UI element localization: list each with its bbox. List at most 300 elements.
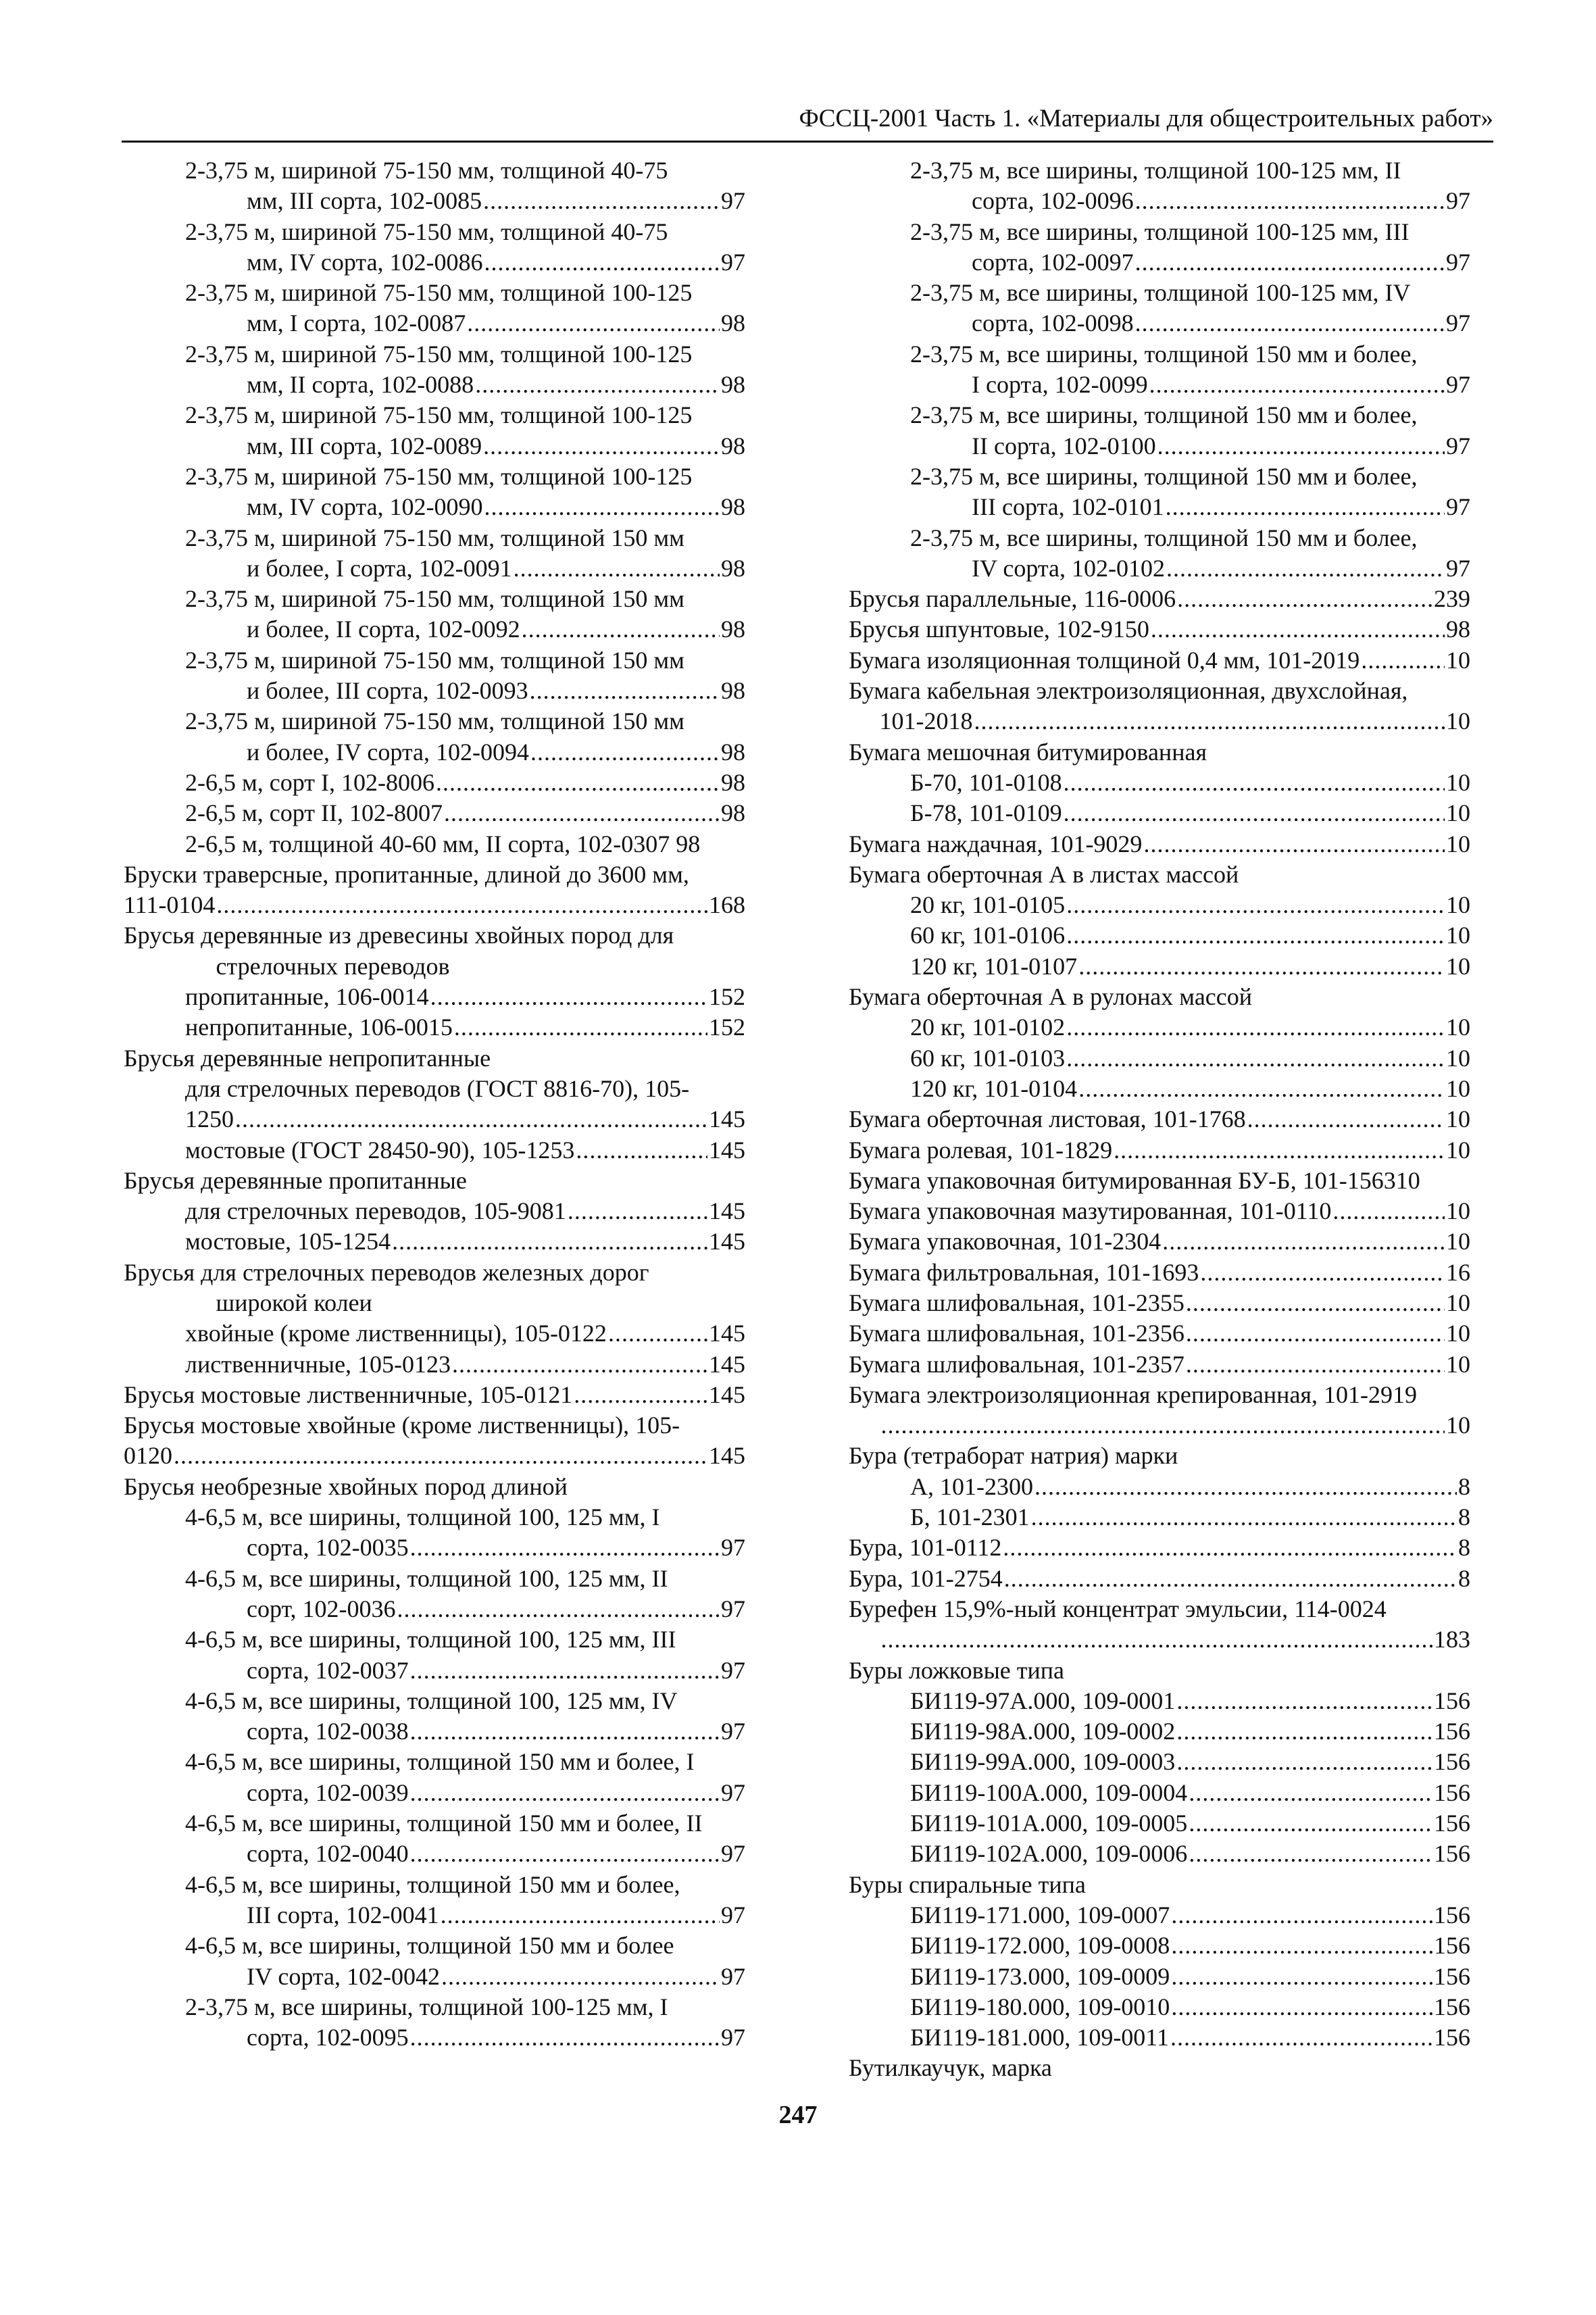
dot-leader — [1170, 2022, 1432, 2053]
index-entry — [124, 1931, 745, 1992]
dot-leader — [1177, 584, 1432, 614]
page-ref: 98 — [721, 616, 745, 643]
entry-text: 1250 — [185, 1105, 234, 1133]
dot-leader — [881, 1410, 1445, 1441]
page-number: 247 — [778, 2101, 818, 2129]
index-entry — [849, 1472, 1470, 1502]
page-ref: 98 — [721, 799, 745, 827]
index-entry — [124, 1226, 745, 1257]
entry-text: 2-3,75 м, шириной 75-150 мм, толщиной 150 мм — [185, 707, 684, 735]
entry-text: Бумага оберточная А в листах массой — [849, 860, 1239, 888]
index-entry — [849, 798, 1470, 828]
index-entry — [124, 768, 745, 798]
entry-text: Брусья параллельные, 116-0006 — [849, 585, 1176, 613]
entry-text: Бумага фильтровальная, 101-1693 — [849, 1258, 1199, 1286]
index-entry — [124, 217, 745, 278]
page-ref: 97 — [1446, 371, 1470, 399]
entry-text: сорта, 102-0097 — [972, 248, 1134, 276]
index-entry — [849, 737, 1470, 768]
page-ref: 98 — [721, 554, 745, 582]
page-ref: 152 — [709, 1014, 745, 1041]
page-ref: 10 — [1446, 891, 1470, 919]
index-entry — [124, 920, 745, 982]
entry-text: Бура, 101-2754 — [849, 1564, 1003, 1592]
dot-leader — [410, 1839, 720, 1869]
entry-text: 2-3,75 м, шириной 75-150 мм, толщиной 100-125 — [185, 279, 693, 307]
entry-text: БИ119-171.000, 109-0007 — [910, 1901, 1170, 1928]
entry-text: 2-3,75 м, все ширины, толщиной 100-125 мм, I — [185, 1993, 668, 2020]
entry-text: сорта, 102-0098 — [972, 309, 1134, 337]
entry-text: 4-6,5 м, все ширины, толщиной 150 мм и более — [185, 1932, 674, 1960]
entry-text: 20 кг, 101-0102 — [910, 1014, 1066, 1041]
dot-leader — [1078, 1074, 1445, 1104]
index-entry — [849, 1135, 1470, 1166]
entry-text: мостовые, 105-1254 — [185, 1228, 391, 1255]
page-ref: 156 — [1434, 1748, 1470, 1776]
dot-leader — [1066, 890, 1445, 920]
dot-leader — [1034, 1472, 1457, 1502]
dot-leader — [410, 1656, 720, 1686]
page-ref: 145 — [709, 1320, 745, 1347]
dot-leader — [1135, 186, 1445, 216]
entry-text: 0120 — [124, 1442, 172, 1470]
index-entry — [849, 768, 1470, 798]
dot-leader — [392, 1226, 707, 1257]
index-entry — [124, 584, 745, 645]
index-entry — [124, 1472, 745, 1502]
entry-text: Брусья необрезные хвойных пород длиной — [124, 1472, 568, 1500]
index-entry — [849, 1686, 1470, 1716]
dot-leader — [410, 1778, 720, 1808]
index-entry — [124, 1380, 745, 1410]
entry-text: мм, II сорта, 102-0088 — [247, 371, 474, 399]
page-ref: 10 — [1446, 922, 1470, 949]
entry-text: 120 кг, 101-0104 — [910, 1074, 1078, 1102]
entry-text: Брусья мостовые лиственничные, 105-0121 — [124, 1380, 573, 1408]
index-entry — [124, 1196, 745, 1226]
index-entry — [849, 1992, 1470, 2022]
entry-text: мостовые (ГОСТ 28450-90), 105-1253 — [185, 1136, 575, 1164]
index-entry — [849, 890, 1470, 920]
index-entry — [124, 1502, 745, 1564]
index-entry — [849, 1808, 1470, 1839]
dot-leader — [1162, 1226, 1445, 1257]
dot-leader — [441, 1962, 720, 1992]
entry-text: мм, III сорта, 102-0085 — [247, 187, 482, 215]
entry-text: мм, IV сорта, 102-0090 — [247, 493, 483, 521]
dot-leader — [235, 1104, 707, 1135]
index-entry — [849, 1962, 1470, 1992]
index-entry — [849, 1104, 1470, 1135]
index-entry — [849, 217, 1470, 278]
dot-leader — [1166, 492, 1445, 522]
entry-text: Бумага оберточная листовая, 101-1768 — [849, 1105, 1246, 1133]
entry-text: IV сорта, 102-0102 — [972, 554, 1165, 582]
index-entry — [849, 2022, 1470, 2053]
page-ref: 8 — [1458, 1503, 1470, 1531]
entry-text: и более, I сорта, 102-0091 — [247, 554, 512, 582]
entry-text: БИ119-97А.000, 109-0001 — [910, 1687, 1176, 1714]
page-ref: 152 — [709, 983, 745, 1011]
entry-text: 2-6,5 м, сорт II, 102-8007 — [185, 799, 443, 827]
entry-text: 2-3,75 м, шириной 75-150 мм, толщиной 100-125 — [185, 462, 693, 490]
entry-text: 2-3,75 м, шириной 75-150 мм, толщиной 150 мм — [185, 524, 684, 551]
page-ref: 97 — [1446, 187, 1470, 215]
page-ref: 97 — [721, 1595, 745, 1622]
entry-text: III сорта, 102-0101 — [972, 493, 1164, 521]
page-ref: 8 — [1458, 1564, 1470, 1592]
page-ref: 98 — [721, 768, 745, 796]
page-ref: 97 — [1446, 493, 1470, 521]
dot-leader — [483, 186, 720, 216]
entry-text: лиственничные, 105-0123 — [185, 1350, 451, 1378]
page-ref: 98 — [1446, 616, 1470, 643]
dot-leader — [1066, 920, 1445, 951]
page-ref: 8 — [1458, 1472, 1470, 1500]
index-entry — [849, 584, 1470, 614]
index-entry — [849, 1012, 1470, 1043]
dot-leader — [522, 614, 720, 645]
dot-leader — [436, 768, 720, 798]
index-entry — [849, 1043, 1470, 1074]
entry-text: Брусья деревянные пропитанные — [124, 1166, 467, 1194]
index-entry — [124, 1624, 745, 1686]
dot-leader — [475, 370, 720, 400]
dot-leader — [410, 1533, 720, 1563]
dot-leader — [1186, 1318, 1445, 1349]
page-ref: 10 — [1446, 799, 1470, 827]
dot-leader — [1171, 1900, 1432, 1931]
index-entry — [849, 1656, 1470, 1686]
index-entry — [124, 706, 745, 768]
page-ref: 145 — [709, 1350, 745, 1378]
entry-text: Бумага наждачная, 101-9029 — [849, 830, 1143, 857]
entry-text: сорта, 102-0037 — [247, 1656, 409, 1684]
page-ref: 156 — [1434, 1778, 1470, 1806]
dot-leader — [1332, 1196, 1445, 1226]
entry-text: 2-3,75 м, все ширины, толщиной 150 мм и более, — [910, 401, 1418, 429]
index-entry — [849, 1166, 1470, 1196]
dot-leader — [576, 1135, 707, 1166]
page-ref: 10 — [1446, 1412, 1470, 1439]
entry-text: Бумага ролевая, 101-1829 — [849, 1136, 1113, 1164]
entry-text: Б-78, 101-0109 — [910, 799, 1062, 827]
page-ref: 97 — [721, 1962, 745, 1990]
dot-leader — [974, 706, 1445, 737]
entry-text: 2-6,5 м, толщиной 40-60 мм, II сорта, 102-0307 98 — [185, 830, 701, 857]
entry-text: Брусья деревянные из древесины хвойных пород для — [124, 922, 674, 949]
entry-text: 2-3,75 м, шириной 75-150 мм, толщиной 40-75 — [185, 218, 668, 245]
index-entry — [124, 1166, 745, 1196]
entry-text: А, 101-2300 — [910, 1472, 1033, 1500]
entry-text: Брусья шпунтовые, 102-9150 — [849, 616, 1149, 643]
entry-text: БИ119-180.000, 109-0010 — [910, 1993, 1170, 2020]
entry-text: сорта, 102-0096 — [972, 187, 1134, 215]
page-ref: 156 — [1434, 1901, 1470, 1928]
index-entry — [849, 339, 1470, 401]
dot-leader — [881, 1624, 1433, 1655]
page-ref: 156 — [1434, 1718, 1470, 1745]
page-ref: 97 — [721, 1840, 745, 1868]
entry-text: 4-6,5 м, все ширины, толщиной 100, 125 мм, II — [185, 1564, 668, 1592]
index-entry — [124, 982, 745, 1012]
dot-leader — [1135, 308, 1445, 339]
page-ref: 97 — [721, 187, 745, 215]
entry-text: Бура (тетраборат натрия) марки — [849, 1442, 1178, 1470]
dot-leader — [1171, 1962, 1432, 1992]
page-ref: 10 — [1446, 768, 1470, 796]
page-ref: 97 — [721, 2024, 745, 2051]
dot-leader — [483, 431, 720, 462]
index-entry — [849, 1258, 1470, 1288]
page-ref: 97 — [721, 1534, 745, 1562]
index-entry — [849, 1318, 1470, 1349]
page-ref: 156 — [1434, 2024, 1470, 2051]
entry-text: 2-3,75 м, шириной 75-150 мм, толщиной 150 мм — [185, 585, 684, 613]
entry-text: III сорта, 102-0041 — [247, 1901, 439, 1928]
entry-text: БИ119-101А.000, 109-0005 — [910, 1810, 1188, 1837]
page-ref: 145 — [709, 1197, 745, 1225]
page-ref: 10 — [1446, 1197, 1470, 1225]
index-entry — [124, 1135, 745, 1166]
index-entry — [124, 1349, 745, 1380]
entry-text: Бумага упаковочная мазутированная, 101-0110 — [849, 1197, 1332, 1225]
dot-leader — [441, 1900, 720, 1931]
entry-text: для стрелочных переводов (ГОСТ 8816-70), 105- — [185, 1074, 690, 1102]
entry-text: 2-3,75 м, все ширины, толщиной 100-125 мм, III — [910, 218, 1410, 245]
entry-text: и более, III сорта, 102-0093 — [247, 677, 528, 705]
dot-leader — [452, 1349, 707, 1380]
entry-text: и более, II сорта, 102-0092 — [247, 616, 520, 643]
page-ref: 156 — [1434, 1840, 1470, 1868]
index-entry — [849, 1839, 1470, 1869]
entry-text: 2-3,75 м, шириной 75-150 мм, толщиной 40-75 — [185, 157, 668, 184]
index-entry — [849, 1533, 1470, 1563]
entry-text: Б, 101-2301 — [910, 1503, 1030, 1531]
entry-text: мм, III сорта, 102-0089 — [247, 432, 482, 459]
page-ref: 97 — [721, 1656, 745, 1684]
entry-text: Бумага изоляционная толщиной 0,4 мм, 101-2019 — [849, 646, 1360, 674]
index-column-right — [849, 155, 1470, 2084]
index-entry — [849, 860, 1470, 890]
dot-leader — [1151, 614, 1445, 645]
dot-leader — [1186, 1288, 1445, 1318]
index-entry — [849, 1870, 1470, 1900]
dot-leader — [1171, 1992, 1432, 2022]
entry-text: Бумага шлифовальная, 101-2357 — [849, 1350, 1184, 1378]
index-entry — [849, 1502, 1470, 1533]
entry-text: 2-3,75 м, все ширины, толщиной 100-125 мм, II — [910, 157, 1401, 184]
entry-text: Бумага оберточная А в рулонах массой — [849, 983, 1253, 1011]
index-entry — [849, 1900, 1470, 1931]
page-ref: 98 — [721, 309, 745, 337]
entry-text: Бумага шлифовальная, 101-2355 — [849, 1289, 1184, 1316]
dot-leader — [1247, 1104, 1445, 1135]
page-ref: 10 — [1446, 1044, 1470, 1072]
index-entry — [124, 1410, 745, 1472]
dot-leader — [1114, 1135, 1445, 1166]
page-ref: 239 — [1434, 585, 1470, 613]
page-ref: 145 — [709, 1228, 745, 1255]
entry-text: БИ119-99А.000, 109-0003 — [910, 1748, 1176, 1776]
index-column-left — [124, 155, 745, 2053]
entry-text: мм, I сорта, 102-0087 — [247, 309, 466, 337]
entry-text: Буры спиральные типа — [849, 1870, 1086, 1898]
entry-text: БИ119-98А.000, 109-0002 — [910, 1718, 1176, 1745]
entry-text: Бумага упаковочная битумированная БУ-Б, 101-156310 — [849, 1166, 1420, 1194]
dot-leader — [174, 1441, 707, 1471]
dot-leader — [397, 1594, 720, 1624]
entry-text: 111-0104 — [124, 891, 216, 919]
page-ref: 10 — [1446, 1074, 1470, 1102]
index-entry — [124, 1074, 745, 1135]
index-entry — [849, 645, 1470, 676]
index-entry — [124, 860, 745, 921]
entry-text: 2-6,5 м, сорт I, 102-8006 — [185, 768, 434, 796]
page-ref: 183 — [1434, 1626, 1470, 1653]
dot-leader — [530, 676, 720, 706]
page-ref: 145 — [709, 1105, 745, 1133]
page-ref: 97 — [1446, 432, 1470, 459]
dot-leader — [484, 247, 720, 278]
page-ref: 8 — [1458, 1534, 1470, 1562]
dot-leader — [514, 553, 720, 584]
page-ref: 10 — [1446, 1320, 1470, 1347]
page-ref: 168 — [709, 891, 745, 919]
index-entry — [124, 523, 745, 584]
entry-text: Бурефен 15,9%-ный концентрат эмульсии, 114-0024 — [849, 1595, 1387, 1622]
page-ref: 156 — [1434, 1810, 1470, 1837]
entry-text: Бумага упаковочная, 101-2304 — [849, 1228, 1162, 1255]
index-entry — [124, 1686, 745, 1747]
entry-text: Бумага электроизоляционная крепированная, 101-2919 — [849, 1380, 1417, 1408]
dot-leader — [410, 1716, 720, 1747]
index-entry — [849, 1074, 1470, 1104]
dot-leader — [1171, 1931, 1432, 1961]
entry-text: 120 кг, 101-0107 — [910, 952, 1078, 980]
entry-text: 4-6,5 м, все ширины, толщиной 150 мм и более, II — [185, 1810, 703, 1837]
dot-leader — [430, 982, 707, 1012]
entry-text: 60 кг, 101-0106 — [910, 922, 1066, 949]
entry-text: 2-3,75 м, все ширины, толщиной 150 мм и более, — [910, 524, 1418, 551]
page-ref: 10 — [1446, 707, 1470, 735]
dot-leader — [1149, 370, 1445, 400]
page-ref: 98 — [721, 371, 745, 399]
page-ref: 156 — [1434, 1687, 1470, 1714]
page-ref: 97 — [1446, 554, 1470, 582]
entry-text: 2-3,75 м, все ширины, толщиной 100-125 мм, IV — [910, 279, 1411, 307]
entry-text: сорта, 102-0040 — [247, 1840, 409, 1868]
dot-leader — [568, 1196, 707, 1226]
page-ref: 10 — [1446, 830, 1470, 857]
index-entry — [124, 1318, 745, 1349]
entry-text: сорта, 102-0035 — [247, 1534, 409, 1562]
entry-text: 2-3,75 м, шириной 75-150 мм, толщиной 150 мм — [185, 646, 684, 674]
dot-leader — [1361, 645, 1445, 676]
index-entry — [849, 400, 1470, 462]
page-ref: 10 — [1446, 646, 1470, 674]
index-entry — [849, 614, 1470, 645]
index-entry — [124, 155, 745, 217]
index-entry — [849, 1747, 1470, 1777]
index-entry — [124, 339, 745, 401]
index-entry — [849, 1288, 1470, 1318]
index-entry — [849, 1380, 1470, 1441]
entry-text: Бура, 101-0112 — [849, 1534, 1002, 1562]
page-ref: 10 — [1446, 1350, 1470, 1378]
entry-text: и более, IV сорта, 102-0094 — [247, 738, 530, 766]
entry-text: стрелочных переводов — [216, 952, 450, 980]
index-entry — [124, 1747, 745, 1808]
page-ref: 98 — [721, 432, 745, 459]
page-ref: 16 — [1446, 1258, 1470, 1286]
dot-leader — [1004, 1564, 1457, 1594]
entry-text: БИ119-181.000, 109-0011 — [910, 2024, 1169, 2051]
dot-leader — [1189, 1839, 1432, 1869]
dot-leader — [530, 737, 720, 768]
index-entry — [124, 400, 745, 462]
index-entry — [849, 982, 1470, 1012]
index-entry — [124, 1992, 745, 2053]
page-ref: 156 — [1434, 1932, 1470, 1960]
entry-text: БИ119-100А.000, 109-0004 — [910, 1778, 1188, 1806]
entry-text: Бумага мешочная битумированная — [849, 738, 1207, 766]
entry-text: Бумага кабельная электроизоляционная, двухслойная, — [849, 677, 1408, 705]
index-entry — [849, 1931, 1470, 1961]
entry-text: пропитанные, 106-0014 — [185, 983, 429, 1011]
dot-leader — [1176, 1686, 1432, 1716]
index-entry — [849, 462, 1470, 523]
page-ref: 97 — [1446, 248, 1470, 276]
entry-text: 20 кг, 101-0105 — [910, 891, 1066, 919]
dot-leader — [1166, 553, 1445, 584]
page-ref: 10 — [1446, 1289, 1470, 1316]
dot-leader — [1189, 1808, 1432, 1839]
index-entry — [849, 1349, 1470, 1380]
entry-text: БИ119-173.000, 109-0009 — [910, 1962, 1170, 1990]
page-ref: 98 — [721, 493, 745, 521]
index-entry — [849, 1594, 1470, 1656]
index-entry — [849, 1196, 1470, 1226]
dot-leader — [1003, 1533, 1457, 1563]
index-entry — [849, 1716, 1470, 1747]
index-entry — [124, 1258, 745, 1319]
dot-leader — [1135, 247, 1445, 278]
dot-leader — [1064, 798, 1445, 828]
page-ref: 97 — [721, 1718, 745, 1745]
index-entry — [849, 676, 1470, 737]
dot-leader — [216, 890, 707, 920]
page-ref: 10 — [1446, 1105, 1470, 1133]
page-ref: 97 — [721, 1778, 745, 1806]
index-entry — [849, 951, 1470, 982]
dot-leader — [1066, 1012, 1445, 1043]
entry-text: Бруски траверсные, пропитанные, длиной до 3600 мм, — [124, 860, 689, 888]
dot-leader — [1031, 1502, 1457, 1533]
dot-leader — [454, 1012, 707, 1043]
page-ref: 97 — [721, 248, 745, 276]
index-entry — [124, 278, 745, 339]
header-title: ФССЦ-2001 Часть 1. «Материалы для общестроительных работ» — [799, 105, 1493, 132]
dot-leader — [484, 492, 720, 522]
index-entry — [849, 155, 1470, 217]
dot-leader — [1066, 1043, 1445, 1074]
entry-text: I сорта, 102-0099 — [972, 371, 1148, 399]
index-entry — [124, 1870, 745, 1931]
index-entry — [849, 523, 1470, 584]
index-entry — [124, 1564, 745, 1625]
dot-leader — [608, 1318, 707, 1349]
